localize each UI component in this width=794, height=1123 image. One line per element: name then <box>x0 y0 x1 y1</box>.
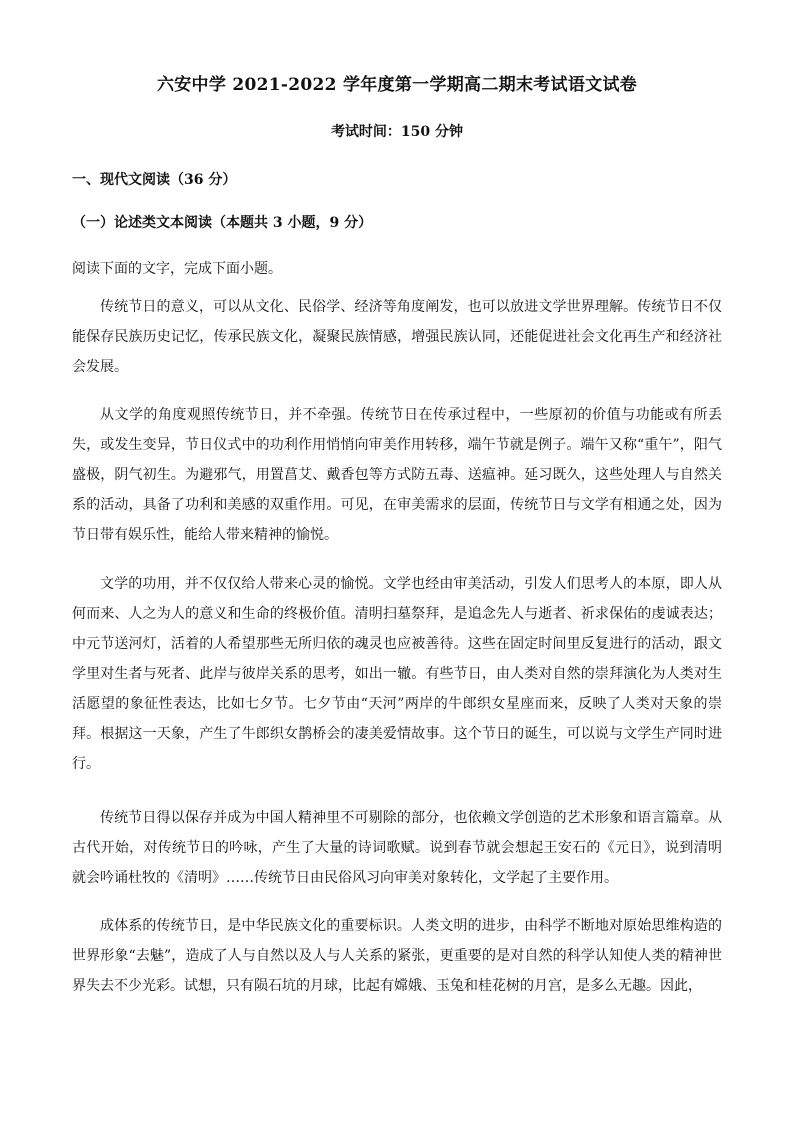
exam-title: 六安中学 2021-2022 学年度第一学期高二期末考试语文试卷 <box>156 75 638 95</box>
paragraph-2: 从文学的角度观照传统节日，并不牵强。传统节日在传承过程中，一些原初的价值与功能或有所丢失，或发生变异，节日仪式中的功利作用悄悄向审美作用转移，端午节就是例子。端午又称“重午”，阳气盛极，阴气初生。为避邪气，用置菖艾、戴香包等方式防五毒、送瘟神。延习既久，这些处理人与自然关系的活动，具备了功利和美感的双重作用。可见，在审美需求的层面，传统节日与文学有相通之处，因为节日带有娱乐性，能给人带来精神的愉悦。 <box>72 407 722 543</box>
exam-time: 考试时间：150 分钟 <box>330 124 464 140</box>
paragraph-1: 传统节日的意义，可以从文化、民俗学、经济等角度阐发，也可以放进文学世界理解。传统节日不仅能保存民族历史记忆，传承民族文化，凝聚民族情感，增强民族认同，还能促进社会文化再生产和经济社会发展。 <box>72 299 722 375</box>
paragraph-3: 文学的功用，并不仅仅给人带来心灵的愉悦。文学也经由审美活动，引发人们思考人的本原，即人从何而来、人之为人的意义和生命的终极价值。清明扫墓祭拜，是追念先人与逝者、祈求保佑的虔诚表达；中元节送河灯，活着的人希望那些无所归依的魂灵也应被善待。这些在固定时间里反复进行的活动，跟文学里对生者与死者、此岸与彼岸关系的思考，如出一辙。有些节日，由人类对自然的崇拜演化为人类对生活愿望的象征性表达，比如七夕节。七夕节由“天河”两岸的牛郎织女星座而来，反映了人类对天象的崇拜。根据这一天象，产生了牛郎织女鹊桥会的凄美爱情故事。这个节日的诞生，可以说与文学生产同时进行。 <box>72 576 722 772</box>
paragraph-4: 传统节日得以保存并成为中国人精神里不可剔除的部分，也依赖文学创造的艺术形象和语言篇章。从古代开始，对传统节日的吟咏，产生了大量的诗词歌赋。说到春节就会想起王安石的《元日》，说到清明就会吟诵杜牧的《清明》……传统节日由民俗风习向审美对象转化，文学起了主要作用。 <box>72 810 722 886</box>
subsection-heading-argumentative-reading: （一）论述类文本阅读（本题共 3 小题，9 分） <box>72 215 373 231</box>
reading-instruction: 阅读下面的文字，完成下面小题。 <box>72 261 282 277</box>
paragraph-5: 成体系的传统节日，是中华民族文化的重要标识。人类文明的进步，由科学不断地对原始思维构造的世界形象“去魅”，造成了人与自然以及人与人关系的紧张，更重要的是对自然的科学认知使人类的精神世界失去不少光彩。试想，只有陨石坑的月球，比起有嫦娥、玉兔和桂花树的月宫，是多么无趣。因此， <box>72 918 722 994</box>
section-heading-modern-reading: 一、现代文阅读（36 分） <box>72 172 237 188</box>
